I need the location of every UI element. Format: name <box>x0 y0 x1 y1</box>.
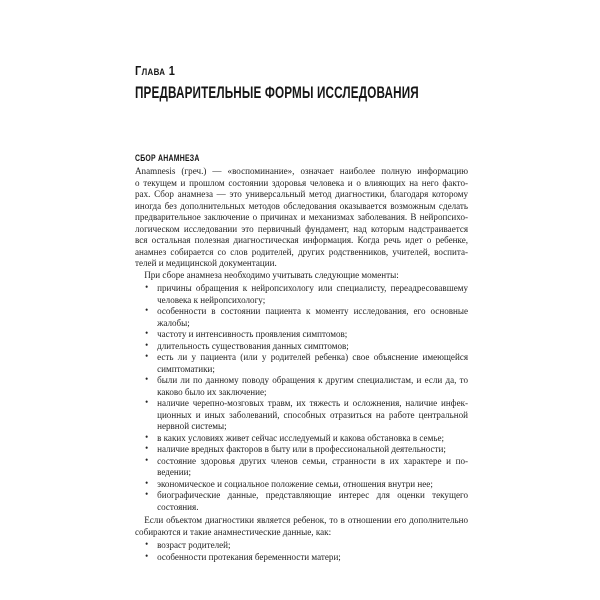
list-item <box>135 552 468 564</box>
text-line: анамнез собирается со слов родителей, других родственников, учителей, воспита- <box>135 246 469 258</box>
list-item <box>135 444 468 456</box>
bullet-icon: • <box>145 444 149 454</box>
text-line: в каких условиях живет сейчас исследуемый и какова обстановка в семье; <box>157 432 445 444</box>
text-line: рах. Сбор анамнеза — это универсальный метод диагностики, благодаря которому <box>135 189 469 200</box>
text-line: телей и медицинской документации. <box>135 258 277 269</box>
list-item <box>135 329 468 341</box>
text-line: наличие черепно-мозговых травм, их тяжесть и осложнения, наличие инфек- <box>157 398 469 409</box>
paragraph <box>135 270 468 282</box>
text-line: биографические данные, представляющие интерес для оценки текущего <box>157 490 469 501</box>
text-line: особенности протекания беременности матери; <box>157 551 341 563</box>
list-item <box>135 341 468 353</box>
text-line: частоту и интенсивность проявления симптомов; <box>157 329 348 340</box>
text-line: наличие вредных факторов в быту или в профессиональной деятельности; <box>157 444 446 455</box>
text-line: ционных и иных заболеваний, способных отразиться на работе центральной <box>157 409 469 421</box>
bullet-icon: • <box>145 540 149 550</box>
paragraph <box>135 515 468 538</box>
list-item-text <box>157 375 468 398</box>
bullet-icon: • <box>145 375 149 385</box>
text-line: каково было их заключение; <box>157 386 267 398</box>
text-line: иногда без дополнительных методов обследования оказывается возможным сделать <box>135 200 469 212</box>
list-item <box>135 433 468 445</box>
list-item-text <box>157 341 468 353</box>
chapter-label: Глава 1 <box>135 64 176 78</box>
list-item-text <box>157 444 468 456</box>
bullet-icon: • <box>145 329 149 339</box>
bullet-icon: • <box>145 490 149 500</box>
section-title: СБОР АНАМНЕЗА <box>135 153 200 164</box>
list-item <box>135 375 468 398</box>
list-item-text <box>157 398 468 433</box>
list-item <box>135 398 468 433</box>
bullet-icon: • <box>145 340 149 351</box>
list-item-text <box>157 490 468 513</box>
paragraph <box>135 166 468 270</box>
bullet-icon: • <box>145 398 149 408</box>
list-item-text <box>157 552 468 564</box>
text-line: есть ли у пациента (или у родителей ребенка) свое объяснение имеющейся <box>157 352 469 363</box>
list-item <box>135 352 468 375</box>
list-item-text <box>157 540 468 552</box>
text-line: состояние здоровья других членов семьи, странности в их характере и по- <box>157 455 469 467</box>
text-line: длительность существования данных симптомов; <box>157 340 349 352</box>
text-line: состояния. <box>157 501 199 513</box>
text-line: логическом исследовании это первичный фундамент, над которым надстраивается <box>135 223 469 235</box>
text-line: нервной системы; <box>157 421 227 432</box>
chapter-title: ПРЕДВАРИТЕЛЬНЫЕ ФОРМЫ ИССЛЕДОВАНИЯ <box>135 84 419 102</box>
list-item-text <box>157 329 468 341</box>
list-item <box>135 479 468 491</box>
text-line: человека к нейропсихологу; <box>157 294 266 306</box>
text-line: экономическое и социальное положение семьи, отношения внутри нее; <box>157 478 433 490</box>
body-text <box>135 166 468 565</box>
list-item-text <box>157 456 468 479</box>
bullet-icon: • <box>145 455 149 466</box>
bullet-list <box>135 540 468 563</box>
bullet-icon: • <box>145 551 149 562</box>
bullet-list <box>135 283 468 513</box>
bullet-icon: • <box>145 283 149 293</box>
text-line: собираются и такие анамнестические данные, как: <box>135 526 332 538</box>
list-item-text <box>157 479 468 491</box>
text-line: симптоматики; <box>157 363 215 375</box>
text-line: При сборе анамнеза необходимо учитывать следующие моменты: <box>144 269 399 281</box>
list-item <box>135 490 468 513</box>
text-line: жалобы; <box>157 317 190 329</box>
text-line: Если объектом диагностики является ребенок, то в отношении его дополнительно <box>144 515 469 526</box>
text-line: причины обращения к нейропсихологу или специалисту, переадресовавшему <box>157 283 469 294</box>
text-line: вся остальная полезная диагностическая информация. Когда речь идет о ребенке, <box>135 235 469 246</box>
list-item-text <box>157 352 468 375</box>
text-line: предварительное заключение о причинах и механизмах заболевания. В нейропсихо- <box>135 212 469 223</box>
text-line: о текущем и прошлом состоянии здоровья человека и о влияющих на него факто- <box>135 177 469 189</box>
list-item <box>135 540 468 552</box>
list-item-text <box>157 433 468 445</box>
list-item-text <box>157 306 468 329</box>
text-line: особенности в состоянии пациента к моменту исследования, его основные <box>157 306 469 317</box>
text-line: возраст родителей; <box>157 540 231 551</box>
text-line: ведении; <box>157 467 192 478</box>
list-item <box>135 283 468 306</box>
chapter-heading <box>135 64 535 103</box>
text-line: Anamnesis (греч.) — «воспоминание», означает наиболее полную информацию <box>135 166 469 177</box>
list-item <box>135 306 468 329</box>
list-item-text <box>157 283 468 306</box>
text-line: были ли по данному поводу обращения к другим специалистам, и если да, то <box>157 375 469 386</box>
bullet-icon: • <box>145 432 149 443</box>
bullet-icon: • <box>145 352 149 362</box>
bullet-icon: • <box>145 306 149 316</box>
list-item <box>135 456 468 479</box>
bullet-icon: • <box>145 478 149 489</box>
